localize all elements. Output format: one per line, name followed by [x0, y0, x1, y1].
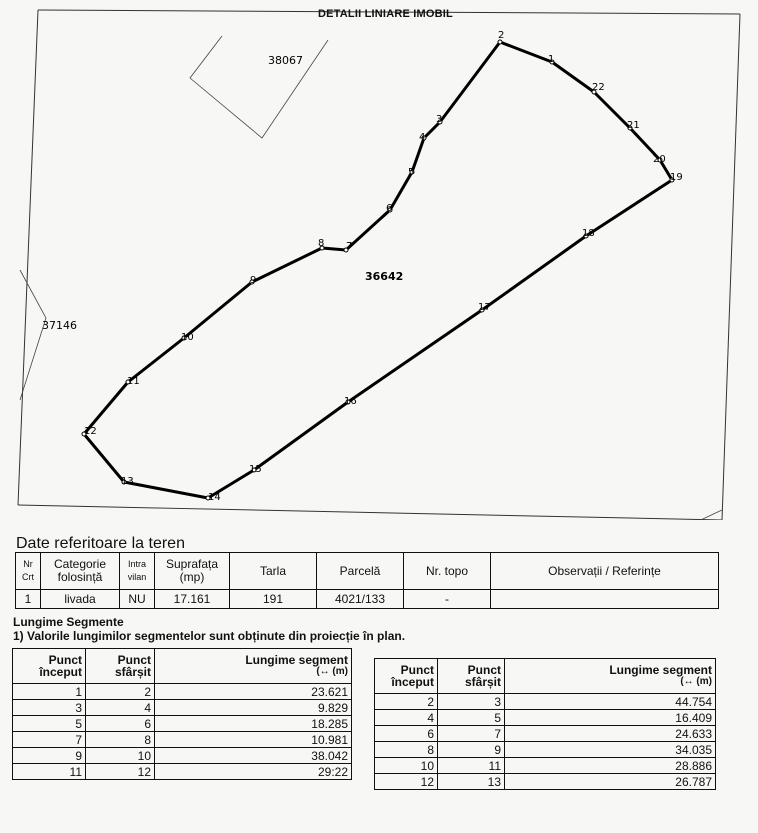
header-start: Punct început	[375, 659, 438, 694]
vertex-label: 19	[670, 172, 683, 183]
header-nr: Nr Crt	[16, 553, 41, 590]
header-nrtopo: Nr. topo	[404, 553, 491, 590]
cell-intravilan: NU	[120, 590, 155, 609]
vertex-label: 17	[478, 302, 491, 313]
segment-start: 1	[13, 684, 86, 700]
segment-end: 5	[438, 710, 505, 726]
segment-length: 9.829	[155, 700, 352, 716]
neighbour-parcel-corner	[690, 510, 722, 520]
table-row	[375, 710, 716, 726]
table-row	[375, 758, 716, 774]
cell-parcela: 4021/133	[317, 590, 404, 609]
header-start: Punct început	[13, 649, 86, 684]
vertex-label: 2	[498, 30, 505, 41]
vertex-label: 1	[548, 54, 555, 65]
segment-length: 10.981	[155, 732, 352, 748]
header-length	[505, 659, 716, 694]
segment-length: 24.633	[505, 726, 716, 742]
vertex-label: 9	[250, 275, 257, 286]
segment-end: 7	[438, 726, 505, 742]
cell-nrtopo: -	[404, 590, 491, 609]
table-row	[375, 742, 716, 758]
cell-nr: 1	[16, 590, 41, 609]
neighbour-parcel-37146	[20, 270, 46, 400]
segment-end: 3	[438, 694, 505, 710]
segment-start: 5	[13, 716, 86, 732]
vertex-label: 15	[249, 464, 262, 475]
segment-length: 29:22	[155, 764, 352, 780]
vertex-label: 20	[653, 154, 666, 165]
segment-end: 12	[86, 764, 155, 780]
segment-end: 2	[86, 684, 155, 700]
table-row	[375, 774, 716, 790]
table-row	[375, 726, 716, 742]
header-length	[155, 649, 352, 684]
segment-length: 16.409	[505, 710, 716, 726]
segment-end: 8	[86, 732, 155, 748]
header-categorie: Categorie folosință	[41, 553, 120, 590]
vertex-label: 10	[181, 332, 194, 343]
segment-start: 12	[375, 774, 438, 790]
vertex-label: 3	[436, 114, 443, 125]
cell-categorie: livada	[41, 590, 120, 609]
vertex-label: 16	[344, 396, 357, 407]
segment-start: 9	[13, 748, 86, 764]
header-parcela: Parcelă	[317, 553, 404, 590]
teren-header-row	[16, 553, 719, 590]
segment-end: 9	[438, 742, 505, 758]
segment-length: 44.754	[505, 694, 716, 710]
segments-table-left	[12, 648, 352, 780]
cell-observatii	[491, 590, 719, 609]
vertex-label: 8	[318, 238, 325, 249]
vertex-label: 11	[127, 376, 140, 387]
segment-end: 13	[438, 774, 505, 790]
map-frame-bottom	[18, 505, 722, 520]
segment-length: 38.042	[155, 748, 352, 764]
header-end: Punct sfârșit	[438, 659, 505, 694]
map-title: DETALII LINIARE IMOBIL	[318, 8, 453, 20]
header-intravilan: Intra vilan	[120, 553, 155, 590]
vertex-label: 21	[627, 120, 640, 131]
header-length-label: Lungime segment	[245, 653, 348, 667]
parcel-number-west: 37146	[42, 319, 77, 332]
cell-suprafata: 17.161	[155, 590, 230, 609]
neighbour-parcel-38067	[190, 36, 328, 138]
segments-note: 1) Valorile lungimilor segmentelor sunt obținute din proiecție în plan.	[13, 629, 406, 643]
vertex-label: 6	[386, 203, 393, 214]
vertex-label: 4	[419, 132, 426, 143]
segment-length: 18.285	[155, 716, 352, 732]
table-row	[13, 684, 352, 700]
teren-data-row	[16, 590, 719, 609]
vertex-label: 13	[121, 476, 134, 487]
segment-start: 3	[13, 700, 86, 716]
table-row	[13, 732, 352, 748]
vertex-label: 22	[592, 82, 605, 93]
segment-end: 11	[438, 758, 505, 774]
parcel-number-north: 38067	[268, 54, 303, 67]
teren-section-title: Date referitoare la teren	[16, 535, 185, 552]
segment-length: 28.886	[505, 758, 716, 774]
segment-length: 23.621	[155, 684, 352, 700]
cell-tarla: 191	[230, 590, 317, 609]
header-length-label: Lungime segment	[609, 663, 712, 677]
table-row	[13, 748, 352, 764]
segment-end: 4	[86, 700, 155, 716]
segment-start: 6	[375, 726, 438, 742]
segment-start: 2	[375, 694, 438, 710]
segment-end: 6	[86, 716, 155, 732]
header-end: Punct sfârșit	[86, 649, 155, 684]
segments-header-row	[13, 649, 352, 684]
table-row	[13, 700, 352, 716]
segment-end: 10	[86, 748, 155, 764]
segments-title: Lungime Segmente	[13, 615, 124, 629]
segment-start: 7	[13, 732, 86, 748]
table-row	[13, 764, 352, 780]
vertex-label: 7	[346, 241, 353, 252]
map-frame-left	[18, 10, 38, 505]
header-length-unit: (↔ (m)	[316, 666, 348, 677]
vertex-label: 5	[408, 167, 415, 178]
header-length-unit: (↔ (m)	[680, 676, 712, 687]
header-suprafata: Suprafața (mp)	[155, 553, 230, 590]
header-tarla: Tarla	[230, 553, 317, 590]
segments-table-right	[374, 658, 716, 790]
segment-length: 26.787	[505, 774, 716, 790]
header-observatii: Observații / Referințe	[491, 553, 719, 590]
vertex-label: 18	[582, 228, 595, 239]
vertex-label: 12	[84, 426, 97, 437]
segment-start: 10	[375, 758, 438, 774]
segment-start: 8	[375, 742, 438, 758]
segment-start: 11	[13, 764, 86, 780]
segment-length: 34.035	[505, 742, 716, 758]
teren-table	[15, 552, 719, 609]
map-frame-right	[722, 14, 740, 520]
segments-header-row	[375, 659, 716, 694]
parcel-number-main: 36642	[365, 270, 404, 283]
table-row	[13, 716, 352, 732]
segment-start: 4	[375, 710, 438, 726]
vertex-label: 14	[208, 492, 221, 503]
table-row	[375, 694, 716, 710]
segments-section	[13, 615, 405, 643]
